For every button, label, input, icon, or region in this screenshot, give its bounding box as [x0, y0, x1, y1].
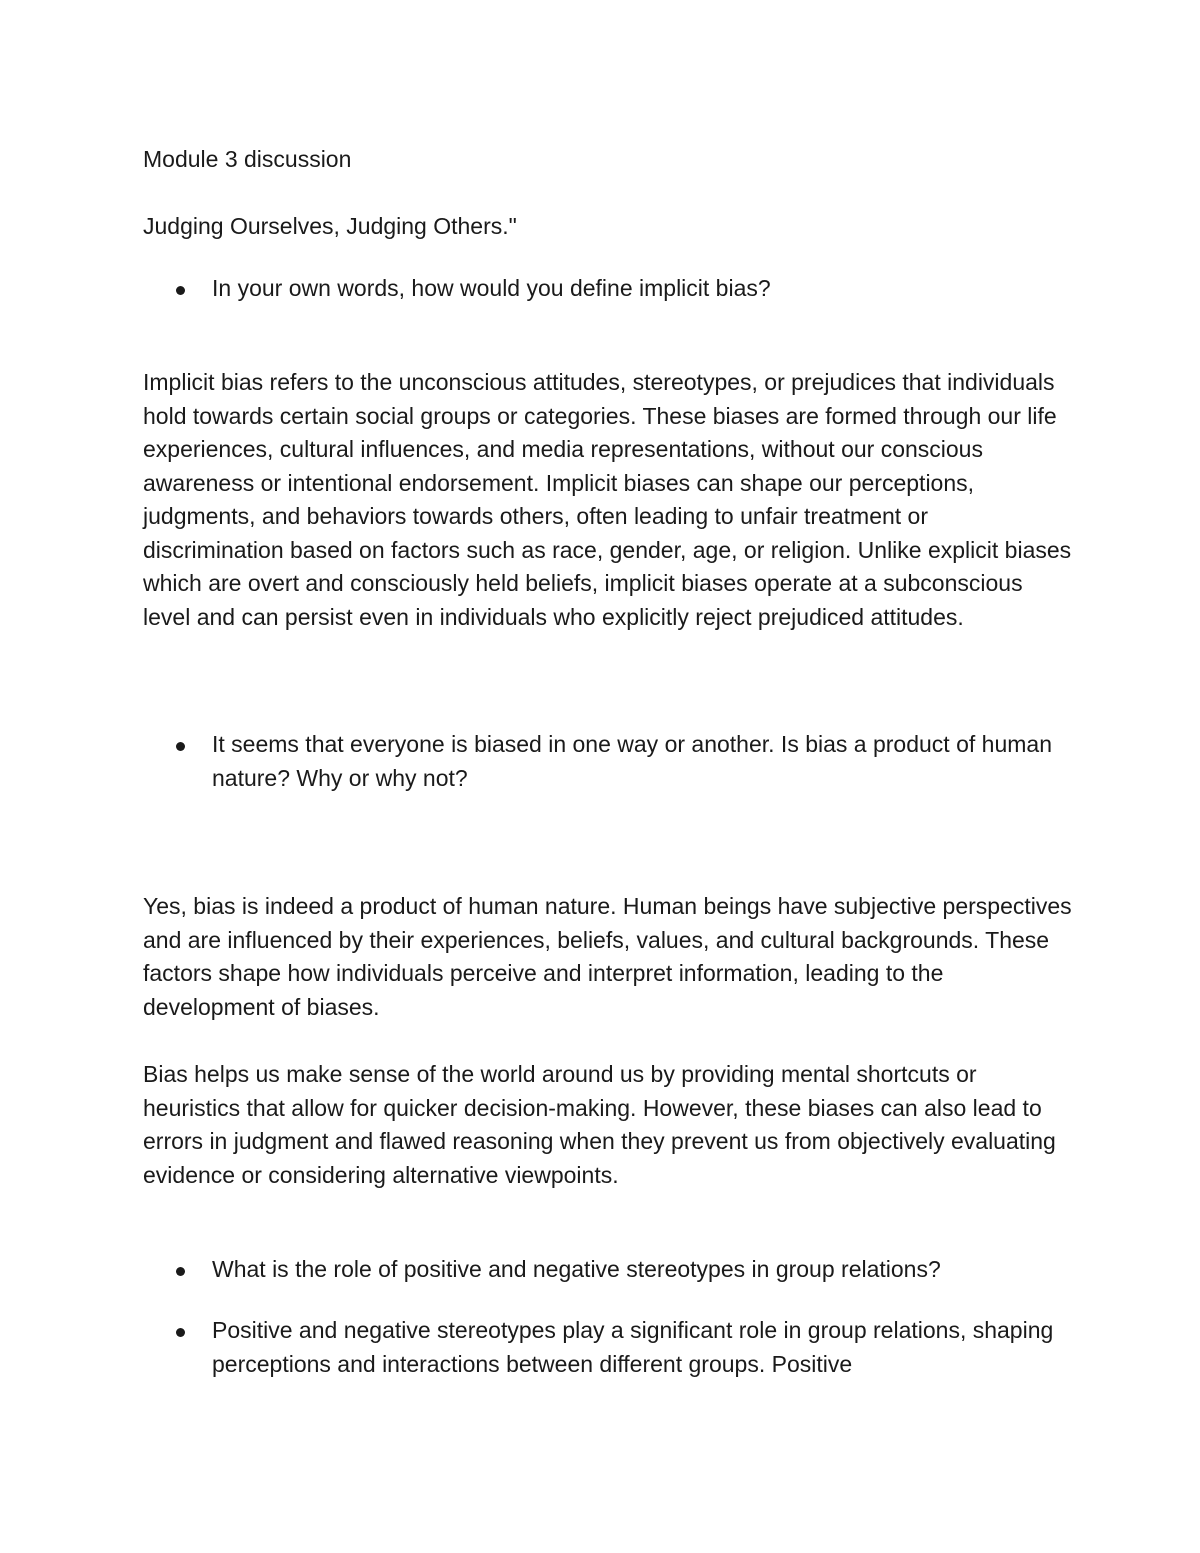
answer-3-text: Positive and negative stereotypes play a significant role in group relations, shaping perceptions and interactions between different groups. Positive — [212, 1317, 1054, 1377]
bullet-question-3 — [143, 1253, 1063, 1287]
bullet-icon — [176, 286, 185, 295]
answer-1-paragraph: Implicit bias refers to the unconscious attitudes, stereotypes, or prejudices that individuals hold towards certain social groups or categories. These biases are formed through our life experiences, cultural influences, and media representations, without our conscious awareness or intentional endorsement. Implicit biases can shape our perceptions, judgments, and behaviors towards others, often leading to unfair treatment or discrimination based on factors such as race, gender, age, or religion. Unlike explicit biases which are overt and consciously held beliefs, implicit biases operate at a subconscious level and can persist even in individuals who explicitly reject prejudiced attitudes. — [143, 369, 1072, 630]
answer-2-paragraph-2: Bias helps us make sense of the world around us by providing mental shortcuts or heuristics that allow for quicker decision-making. However, these biases can also lead to errors in judgment and flawed reasoning when they prevent us from objectively evaluating evidence or considering alternative viewpoints. — [143, 1061, 1056, 1188]
question-3-text: What is the role of positive and negative stereotypes in group relations? — [212, 1256, 941, 1282]
document-title: Module 3 discussion — [143, 146, 352, 172]
question-2-text: It seems that everyone is biased in one way or another. Is bias a product of human nature? Why or why not? — [212, 731, 1052, 791]
bullet-icon — [176, 1267, 185, 1276]
bullet-icon — [176, 742, 185, 751]
bullet-question-1 — [143, 272, 1063, 306]
bullet-question-2 — [143, 728, 1063, 795]
bullet-answer-3 — [143, 1314, 1063, 1381]
answer-2-paragraph-1: Yes, bias is indeed a product of human nature. Human beings have subjective perspectives and are influenced by their experiences, beliefs, values, and cultural backgrounds. These factors shape how individuals perceive and interpret information, leading to the development of biases. — [143, 893, 1072, 1020]
document-subtitle: Judging Ourselves, Judging Others." — [143, 213, 517, 239]
bullet-icon — [176, 1328, 185, 1337]
question-1-text: In your own words, how would you define implicit bias? — [212, 275, 771, 301]
